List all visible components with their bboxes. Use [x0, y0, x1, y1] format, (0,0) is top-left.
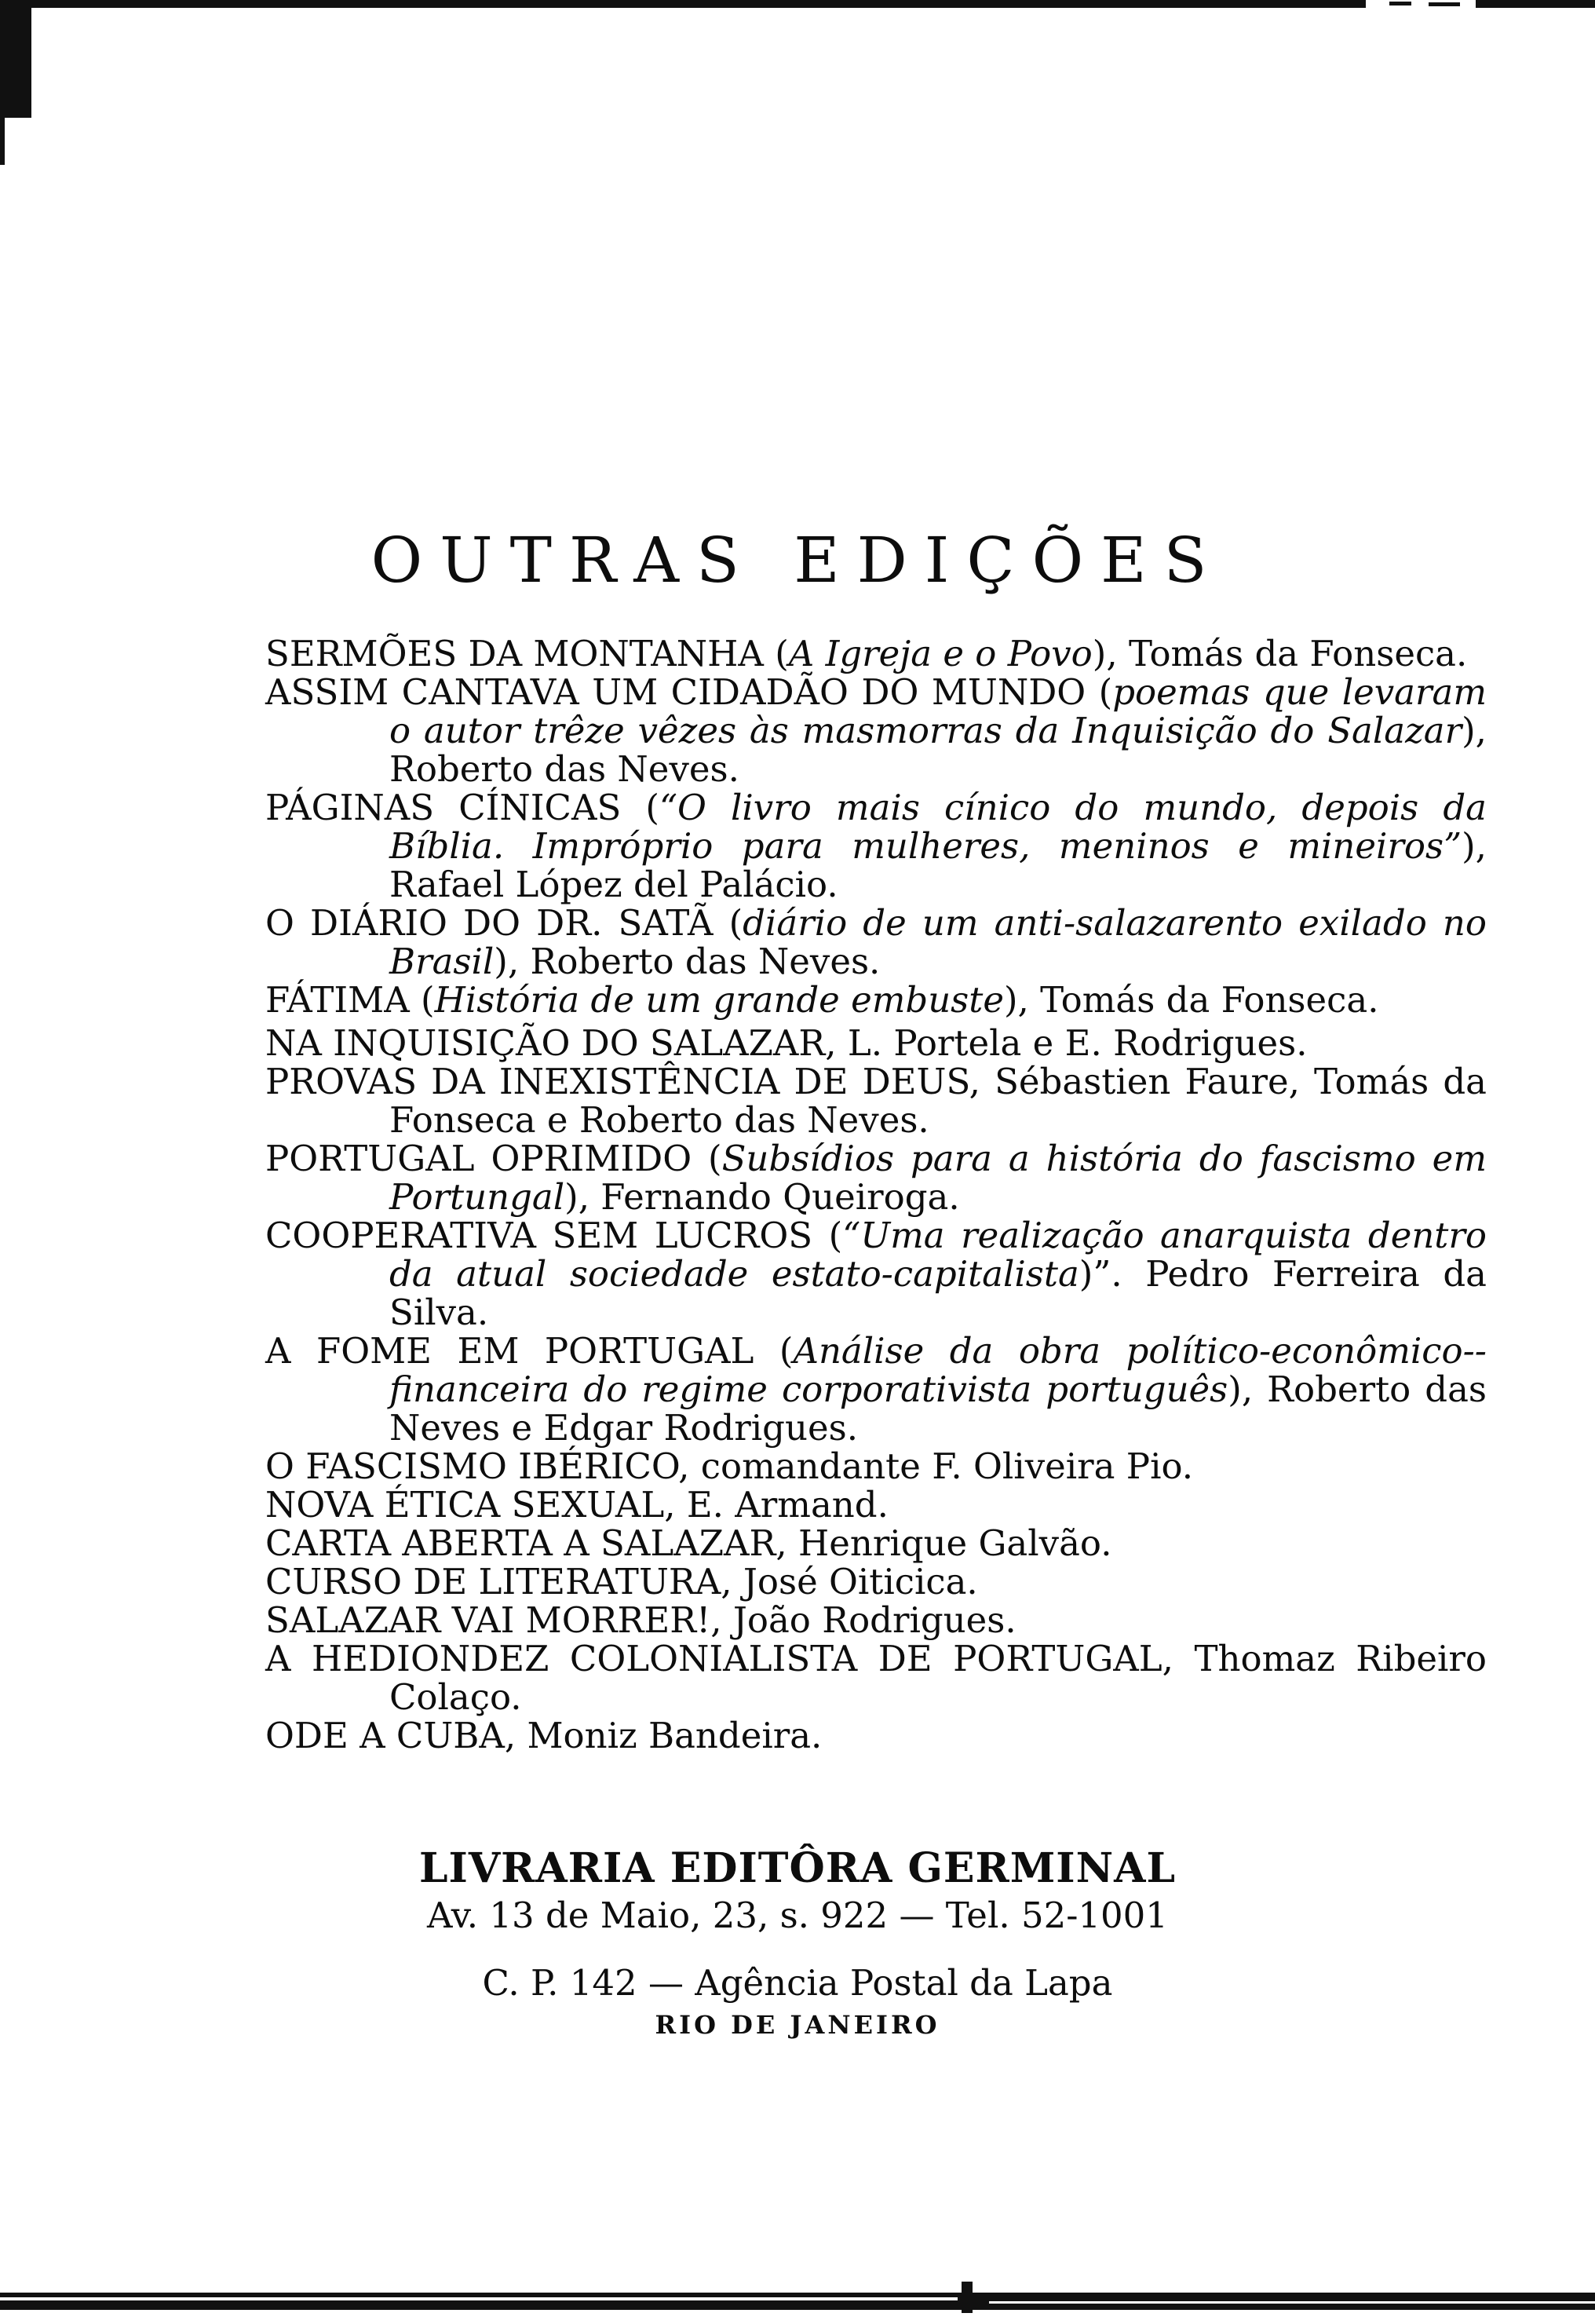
publisher-postal-box: C. P. 142 — Agência Postal da Lapa [482, 1962, 1113, 2004]
page-title: OUTRAS EDIÇÕES [370, 523, 1225, 597]
list-item: ODE A CUBA, Moniz Bandeira. [265, 1715, 823, 1756]
list-item: PÁGINAS CÍNICAS (“O livro mais cínico do mundo, depois da Bíblia. Impróprio para mulheres, meninos e mineiros”), Rafael López del Palácio. [265, 787, 1487, 905]
scan-border-bottom-line [989, 2301, 1595, 2304]
list-item: A FOME EM PORTUGAL (Análise da obra político-econômico--financeira do regime corporativista português), Roberto das Neves e Edgar Rodrigues. [265, 1330, 1487, 1449]
scan-border-bottom-line [0, 2297, 958, 2300]
list-item: NA INQUISIÇÃO DO SALAZAR, L. Portela e E. Rodrigues. [265, 1022, 1308, 1064]
list-item: O FASCISMO IBÉRICO, comandante F. Oliveira Pio. [265, 1445, 1194, 1487]
list-item: SALAZAR VAI MORRER!, João Rodrigues. [265, 1599, 1016, 1641]
list-item: SERMÕES DA MONTANHA (A Igreja e o Povo), Tomás da Fonseca. [265, 633, 1468, 674]
list-item: A HEDIONDEZ COLONIALISTA DE PORTUGAL, Thomaz Ribeiro Colaço. [265, 1638, 1487, 1718]
list-item: NOVA ÉTICA SEXUAL, E. Armand. [265, 1484, 889, 1526]
publisher-block [0, 1845, 1595, 2043]
list-item: CURSO DE LITERATURA, José Oiticica. [265, 1561, 978, 1602]
scan-border-top-dash [1389, 2, 1411, 5]
scan-border-bottom-notch [962, 2282, 973, 2313]
list-item: PROVAS DA INEXISTÊNCIA DE DEUS, Sébastien Faure, Tomás da Fonseca e Roberto das Neves. [265, 1061, 1487, 1141]
list-item: O DIÁRIO DO DR. SATÃ (diário de um anti-salazarento exilado no Brasil), Roberto das Neves. [265, 902, 1487, 982]
list-item: CARTA ABERTA A SALAZAR, Henrique Galvão. [265, 1522, 1112, 1564]
publisher-name: LIVRARIA EDITÔRA GERMINAL [418, 1844, 1177, 1892]
scan-border-left-thin [0, 118, 5, 165]
list-item: PORTUGAL OPRIMIDO (Subsídios para a história do fascismo em Portungal), Fernando Queiroga. [265, 1138, 1487, 1218]
scan-border-left [0, 0, 31, 118]
scan-border-top [16, 0, 1595, 8]
publisher-city: RIO DE JANEIRO [655, 2010, 940, 2040]
editions-list [265, 634, 1487, 1755]
scan-border-top-dash [1429, 2, 1460, 6]
list-item: COOPERATIVA SEM LUCROS (“Uma realização anarquista dentro da atual sociedade estato-capitalista)”. Pedro Ferreira da Silva. [265, 1215, 1487, 1333]
list-item: FÁTIMA (História de um grande embuste), Tomás da Fonseca. [265, 979, 1379, 1021]
publisher-address: Av. 13 de Maio, 23, s. 922 — Tel. 52-1001 [427, 1895, 1168, 1936]
list-item: ASSIM CANTAVA UM CIDADÃO DO MUNDO (poemas que levaram o autor trêze vêzes às masmorras da Inquisição do Salazar), Roberto das Neves. [265, 671, 1487, 790]
